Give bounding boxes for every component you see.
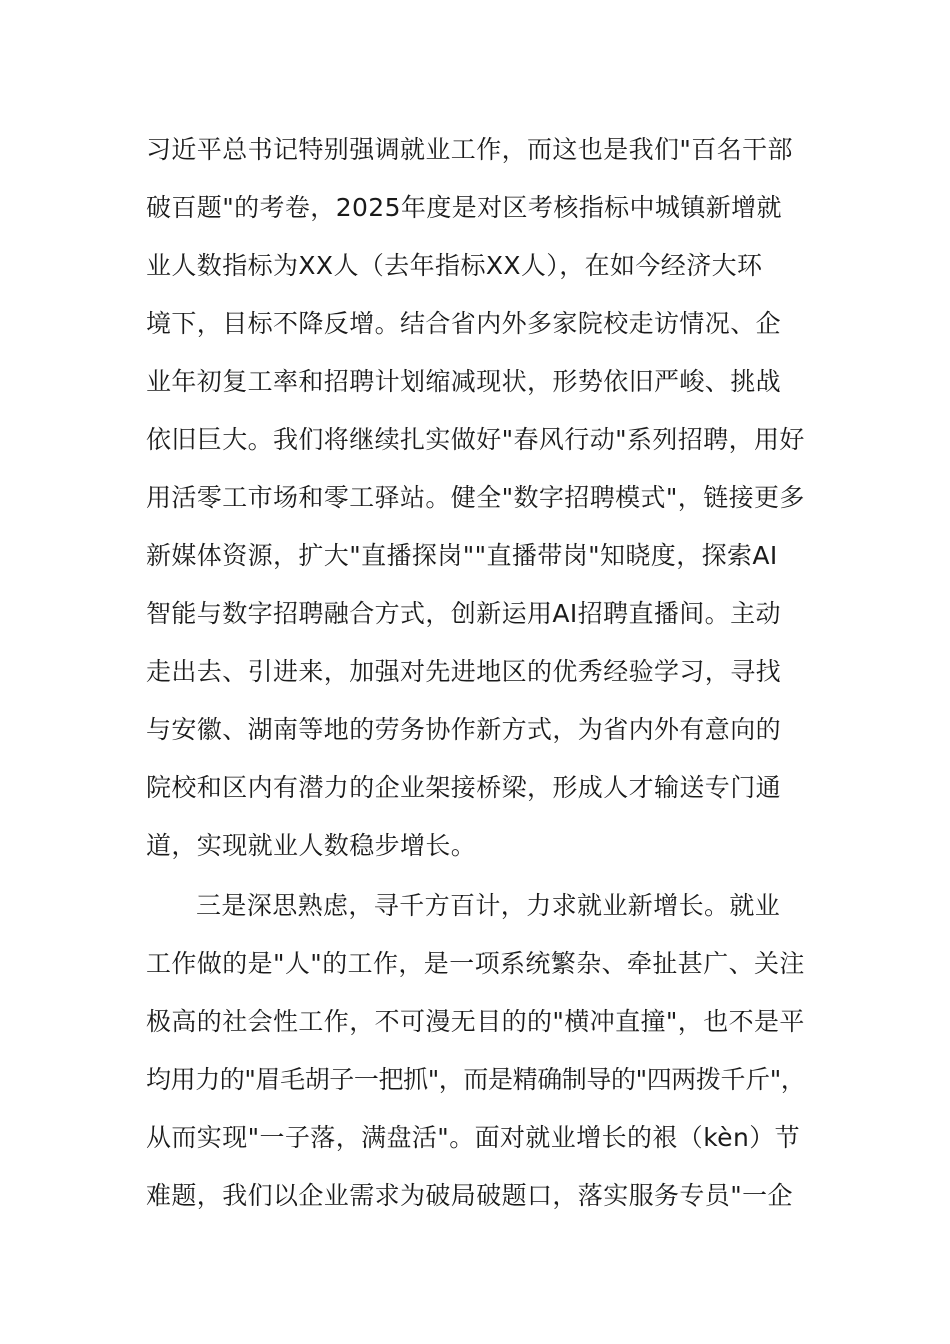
paragraph-2-line-2: 工作做的是"人"的工作，是一项系统繁杂、牵扯甚广、关注 xyxy=(146,949,805,978)
paragraph-1-line-7: 用活零工市场和零工驿站。健全"数字招聘模式"，链接更多 xyxy=(146,483,805,512)
paragraph-2-line-1: 三是深思熟虑，寻千方百计，力求就业新增长。就业 xyxy=(196,891,781,920)
paragraph-1-line-8: 新媒体资源，扩大"直播探岗""直播带岗"知晓度，探索AI xyxy=(146,541,778,570)
paragraph-2-line-5: 从而实现"一子落，满盘活"。面对就业增长的裉（kèn）节 xyxy=(146,1123,801,1152)
paragraph-1-line-3: 业人数指标为XX人（去年指标XX人），在如今经济大环 xyxy=(146,251,763,280)
paragraph-1-line-4: 境下，目标不降反增。结合省内外多家院校走访情况、企 xyxy=(146,309,782,338)
paragraph-2-line-6: 难题，我们以企业需求为破局破题口，落实服务专员"一企 xyxy=(146,1181,793,1210)
paragraph-1-line-1: 习近平总书记特别强调就业工作，而这也是我们"百名干部 xyxy=(146,135,793,164)
paragraph-1-line-12: 院校和区内有潜力的企业架接桥梁，形成人才输送专门通 xyxy=(146,773,782,802)
paragraph-1-line-6: 依旧巨大。我们将继续扎实做好"春风行动"系列招聘，用好 xyxy=(146,425,805,454)
paragraph-2-line-4: 均用力的"眉毛胡子一把抓"，而是精确制导的"四两拨千斤"， xyxy=(146,1065,806,1094)
paragraph-1-line-5: 业年初复工率和招聘计划缩减现状，形势依旧严峻、挑战 xyxy=(146,367,782,396)
paragraph-1-line-13: 道，实现就业人数稳步增长。 xyxy=(146,831,477,860)
paragraph-1-line-9: 智能与数字招聘融合方式，创新运用AI招聘直播间。主动 xyxy=(146,599,781,628)
paragraph-2-line-3: 极高的社会性工作，不可漫无目的的"横冲直撞"，也不是平 xyxy=(146,1007,805,1036)
paragraph-1-line-2: 破百题"的考卷，2025年度是对区考核指标中城镇新增就 xyxy=(146,193,782,222)
paragraph-1-line-11: 与安徽、湖南等地的劳务协作新方式，为省内外有意向的 xyxy=(146,715,782,744)
paragraph-1-line-10: 走出去、引进来，加强对先进地区的优秀经验学习，寻找 xyxy=(146,657,782,686)
